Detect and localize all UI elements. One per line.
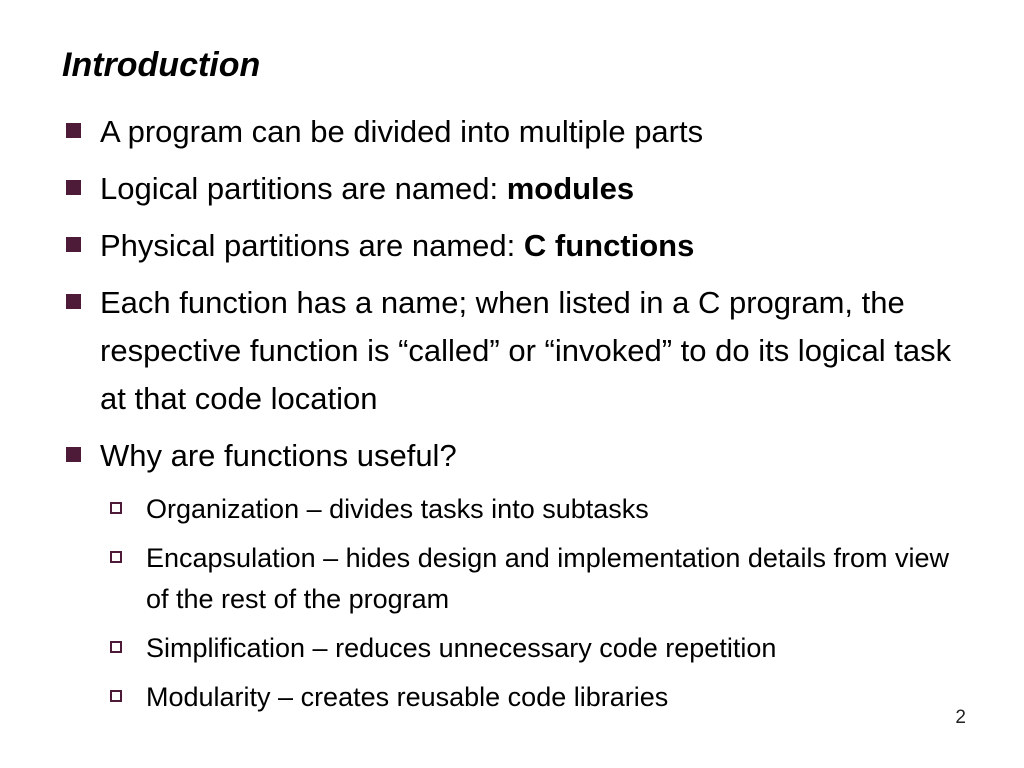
- bullet-text: Logical partitions are named:: [100, 171, 507, 206]
- bullet-text: Physical partitions are named:: [100, 228, 524, 263]
- square-bullet-icon: [66, 447, 81, 462]
- bullet-item: [62, 279, 962, 423]
- bullet-bold-term: C functions: [523, 228, 695, 263]
- bullet-text: Why are functions useful?: [100, 438, 457, 473]
- square-bullet-icon: [66, 294, 81, 309]
- bullet-text: Each function has a name; when listed in a C program, the respective function is “called” or “invoked” to do its logical task at that code location: [100, 285, 952, 416]
- bullet-item: [62, 432, 962, 480]
- hollow-square-bullet-icon: [110, 690, 122, 702]
- sub-bullet-item: [108, 628, 962, 669]
- hollow-square-bullet-icon: [110, 551, 122, 563]
- bullet-bold-term: modules: [506, 171, 635, 206]
- sub-bullet-item: [108, 489, 962, 530]
- square-bullet-icon: [66, 180, 81, 195]
- bullet-item: [62, 108, 962, 156]
- sub-bullet-item: [108, 538, 962, 620]
- sub-bullet-text: Encapsulation – hides design and implementation details from view of the rest of the program: [146, 543, 949, 614]
- sub-bullet-list: [108, 489, 962, 718]
- sub-bullet-item: [108, 677, 962, 718]
- page-number: 2: [955, 707, 966, 728]
- hollow-square-bullet-icon: [110, 641, 122, 653]
- hollow-square-bullet-icon: [110, 502, 122, 514]
- bullet-text: A program can be divided into multiple parts: [100, 114, 704, 149]
- bullet-list: [62, 108, 962, 726]
- sub-bullet-text: Organization – divides tasks into subtasks: [146, 494, 649, 524]
- square-bullet-icon: [66, 237, 81, 252]
- square-bullet-icon: [66, 123, 81, 138]
- slide-title: Introduction: [62, 46, 261, 84]
- sub-bullet-text: Modularity – creates reusable code libraries: [146, 682, 669, 712]
- bullet-item: [62, 222, 962, 270]
- bullet-item: [62, 165, 962, 213]
- sub-bullet-text: Simplification – reduces unnecessary code repetition: [146, 633, 777, 663]
